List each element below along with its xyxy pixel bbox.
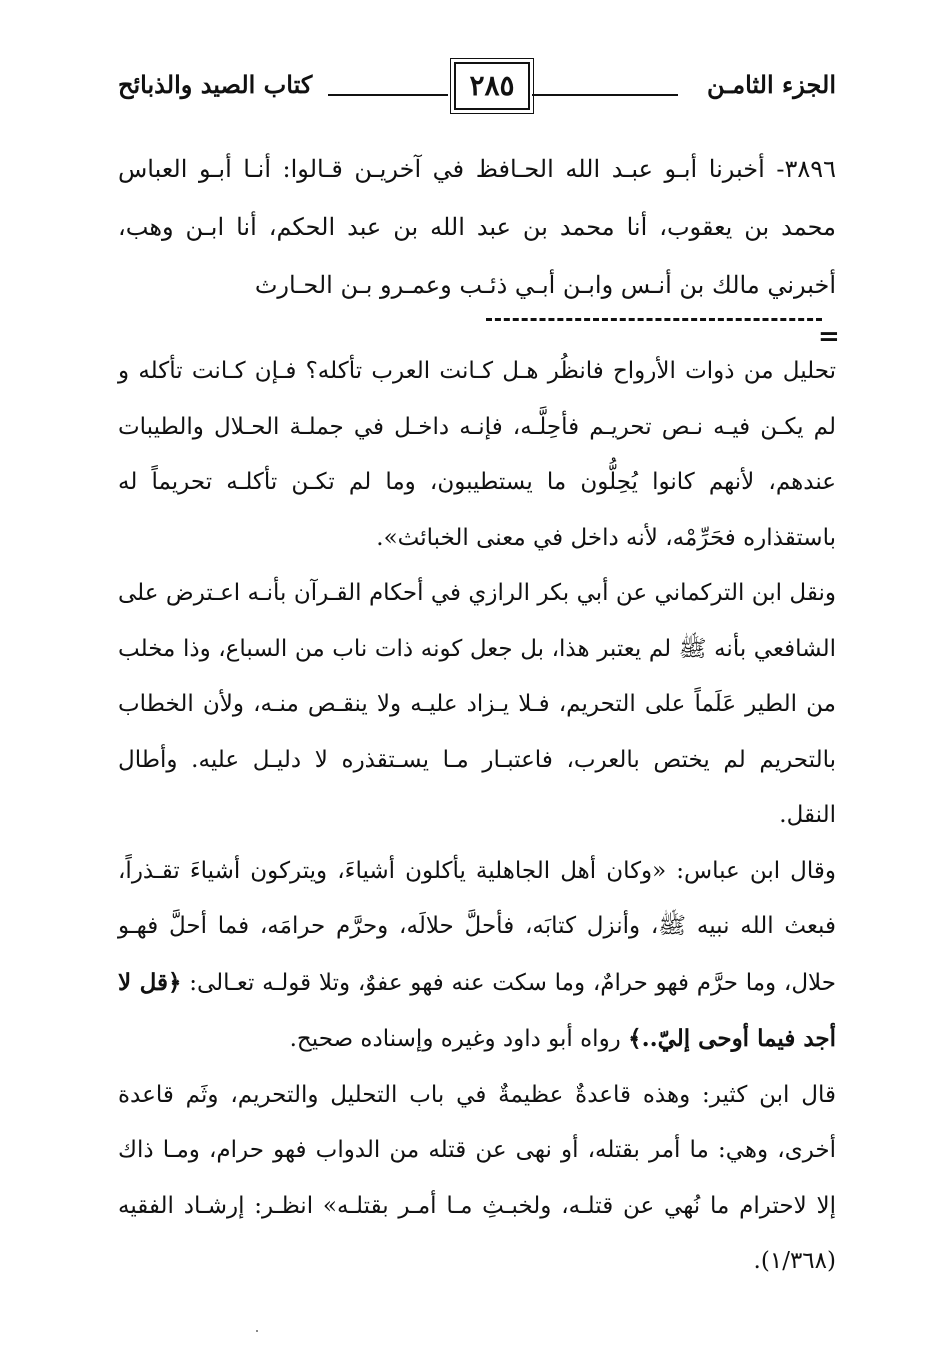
footnote-paragraph-2: ونقل ابن التركماني عن أبي بكر الرازي في أحكام القـرآن بأنـه اعـترض على الشافعي بأنه ﷺ لم يعتبر هذا، بل جعل كونه ذات ناب من السباع، وذا مخلب من الطير عَلَماً على التحريم، فـلا يـزاد عليـه ولا ينقـص منـه، ولأن الخطاب بالتحريم لم يختص بالعرب، فاعتبـار مـا يسـتقذره لا دليـل عليه. وأطال النقل. bbox=[118, 580, 836, 828]
book-title: كتاب الصيد والذبائح bbox=[118, 70, 313, 99]
hadith-text: ٣٨٩٦- أخبرنا أبـو عبـد الله الحـافظ في آخريـن قـالوا: أنـا أبـو العباس محمد بن يعقوب، أنا محمد بن عبد الله بن عبد الحكم، أنا ابـن وهب، أخبرني مالك بن أنـس وابـن أبـي ذئـب وعمـرو بـن الحـارث bbox=[118, 155, 837, 299]
volume-label: الجزء الثامـن bbox=[706, 70, 836, 99]
footnote-paragraph-4: قال ابن كثير: وهذه قاعدةٌ عظيمةٌ في باب التحليل والتحريم، وثَم قاعدة أخرى، وهي: ما أمر بقتله، أو نهى عن قتله من الدواب فهو حرام، ومـا ذاك إلا لاحترام ما نُهي عن قتلـه، ولخبـثِ مـا أمـر بقتلـه» انظـر: إرشـاد الفقيه (١/٣٦٨). bbox=[118, 1081, 836, 1274]
footnote-paragraph-3 bbox=[118, 844, 836, 1068]
narration-note: رواه أبو داود وغيره وإسناده صحيح. bbox=[289, 1026, 629, 1052]
ibn-abbas-quote: وقال ابن عباس: «وكان أهل الجاهلية يأكلون أشياءَ، ويتركون أشياءَ تقـذراً، فبعث الله نبيه ﷺ، وأنزل كتابَه، فأحلَّ حلالَه، وحرَّم حرامَه، فما أحلَّ فهـو حلال، وما حرَّم فهو حرامٌ، وما سكت عنه فهو عفوٌ، وتلا قولـه تعـالى: bbox=[118, 857, 836, 996]
page-number: ٢٨٥ bbox=[454, 62, 530, 110]
quran-verse: ﴿قل لا أجد فيما أوحى إليّ..﴾ bbox=[118, 968, 836, 1052]
footnotes-block bbox=[118, 344, 836, 1290]
page-header bbox=[118, 58, 836, 116]
footnote-paragraph-1: تحليل من ذوات الأرواح فانظُر هـل كـانت العرب تأكله؟ فـإن كـانت تأكله و لم يكـن فيـه نـص تحريـم فأحِلَّـه، فإنـه داخـل في جملـة الحـلال والطيبات عندهم، لأنهم كانوا يُحِلُّون ما يستطيبون، وما لم تكـن تأكلـه تحريماً له باستقذاره فحَرِّمْه، لأنه داخل في معنى الخبائث». bbox=[118, 358, 836, 551]
header-rule-left bbox=[328, 94, 448, 96]
scan-speck bbox=[256, 1330, 258, 1332]
hadith-text-block bbox=[118, 140, 836, 314]
footnote-separator bbox=[486, 318, 822, 321]
header-rule-right bbox=[532, 94, 678, 96]
continuation-mark: = bbox=[818, 322, 840, 352]
